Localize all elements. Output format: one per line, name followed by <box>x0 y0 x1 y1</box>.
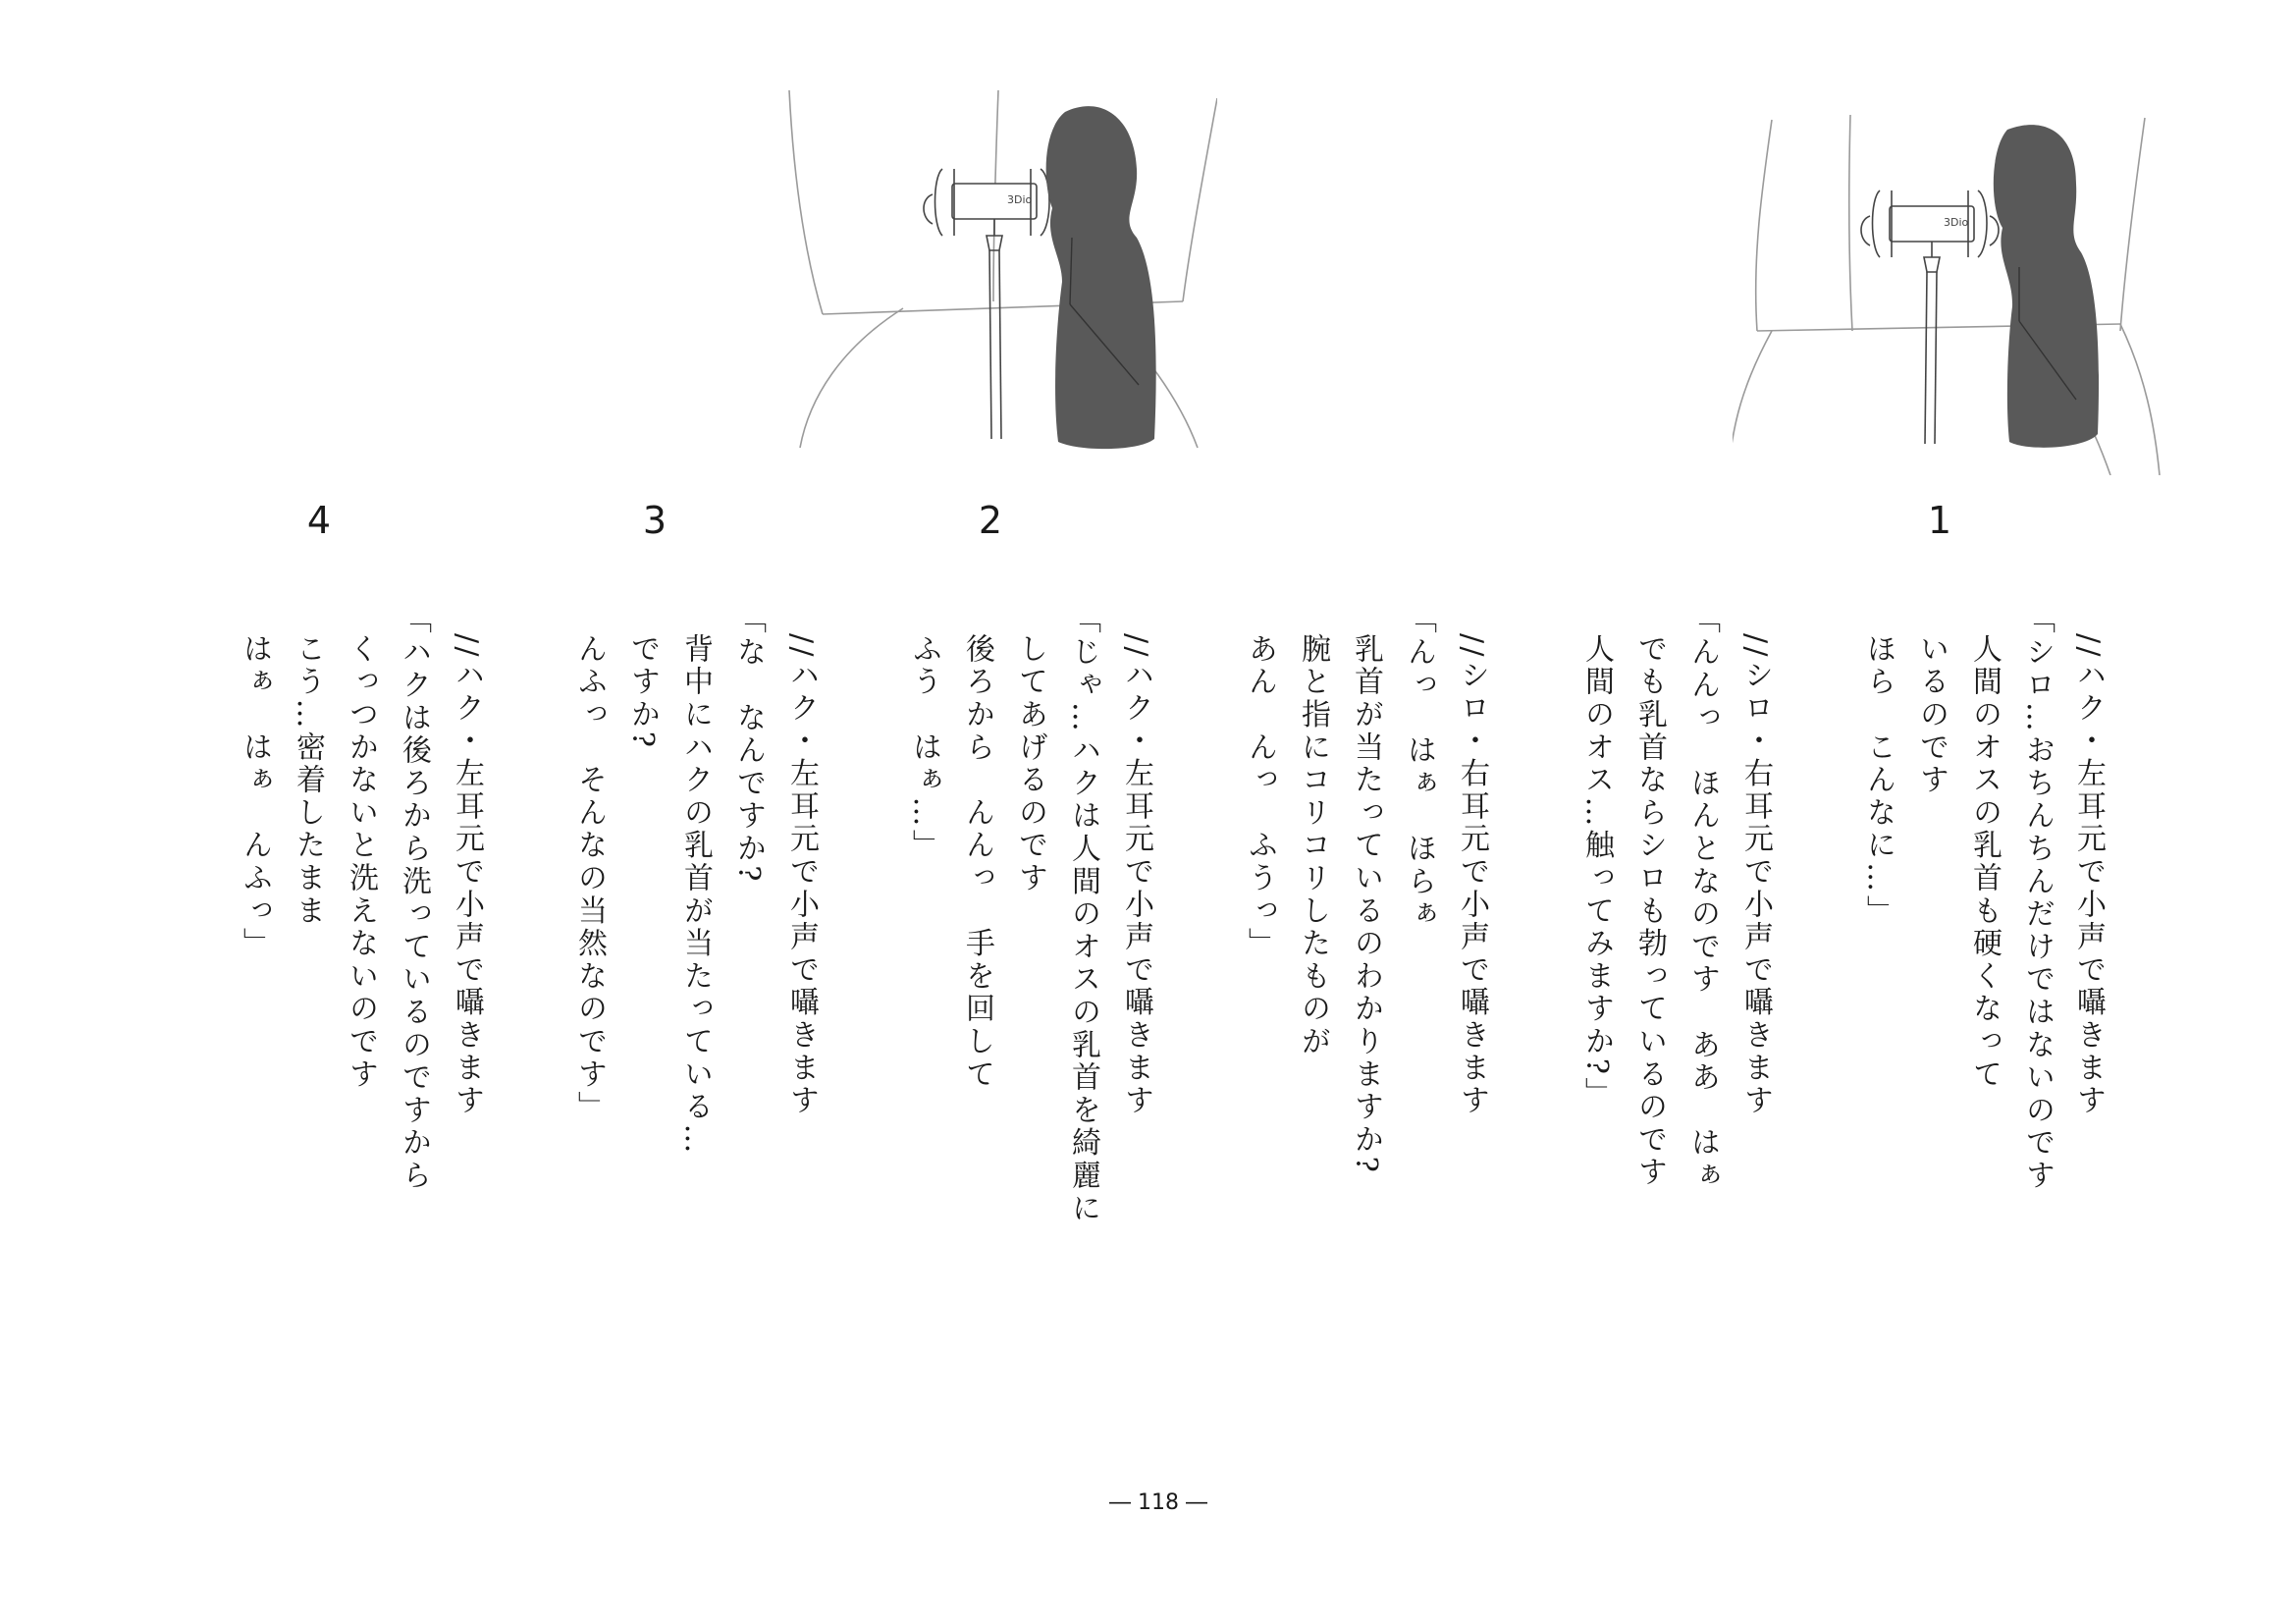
position-number-2: 2 <box>978 499 1003 542</box>
page-number: ― 118 ― <box>1109 1490 1207 1515</box>
dialogue-line: 背中にハクの乳首が当たっている… <box>678 633 713 1157</box>
stage-direction: //シロ・右耳元で小声で囁きます <box>1455 633 1489 1118</box>
position-number-3: 3 <box>642 499 667 542</box>
dialogue-line: 「シロ…おちんちんだけではないのです <box>2020 604 2055 1193</box>
dialogue-line: 人間のオスの乳首も硬くなって <box>1967 633 2002 1092</box>
dialogue-line: 「んっ はぁ ほらぁ <box>1402 604 1436 931</box>
dialogue-line: いるのです <box>1914 633 1949 797</box>
svg-text:3Dio: 3Dio <box>1944 216 1969 229</box>
stage-direction: //ハク・左耳元で小声で囁きます <box>2071 633 2106 1118</box>
dialogue-line: 後ろから んんっ 手を回して <box>960 633 994 1092</box>
dialogue-line: 「ハクは後ろから洗っているのですから <box>397 604 431 1193</box>
dialogue-line: ですか? <box>625 633 660 751</box>
dialogue-line: あん んっ ふうっ」 <box>1243 633 1277 960</box>
dialogue-line: してあげるのです <box>1013 633 1047 895</box>
dialogue-line: くっつかないと洗えないのです <box>344 633 378 1092</box>
dialogue-line: 人間のオス…触ってみますか?」 <box>1579 633 1614 1110</box>
dialogue-line: ほら こんなに…」 <box>1861 633 1896 928</box>
stage-direction: //ハク・左耳元で小声で囁きます <box>450 633 484 1118</box>
position-number-4: 4 <box>306 499 332 542</box>
illustration-position-2 <box>785 90 1217 456</box>
dialogue-line: 乳首が当たっているのわかりますか? <box>1349 633 1383 1176</box>
dialogue-line: ふう はぁ…」 <box>907 633 941 863</box>
illustration-position-1 <box>1733 110 2164 475</box>
position-number-1: 1 <box>1927 499 1952 542</box>
dialogue-line: 「んんっ ほんとなのです ああ はぁ <box>1685 604 1720 1193</box>
dialogue-line: んふっ そんなの当然なのです」 <box>572 633 607 1124</box>
stage-direction: //ハク・左耳元で小声で囁きます <box>1119 633 1153 1118</box>
stage-direction: //シロ・右耳元で小声で囁きます <box>1738 633 1773 1118</box>
dialogue-line: はぁ はぁ んふっ」 <box>238 633 272 960</box>
dialogue-line: 「じゃ…ハクは人間のオスの乳首を綺麗に <box>1066 604 1100 1225</box>
stage-direction: //ハク・左耳元で小声で囁きます <box>784 633 819 1118</box>
dialogue-line: こう…密着したまま <box>291 633 325 928</box>
dialogue-line: 腕と指にコリコリしたものが <box>1296 633 1330 1058</box>
dialogue-line: でも乳首ならシロも勃っているのです <box>1632 633 1667 1190</box>
dialogue-line: 「な なんですか? <box>731 604 766 885</box>
svg-text:3Dio: 3Dio <box>1007 193 1033 206</box>
